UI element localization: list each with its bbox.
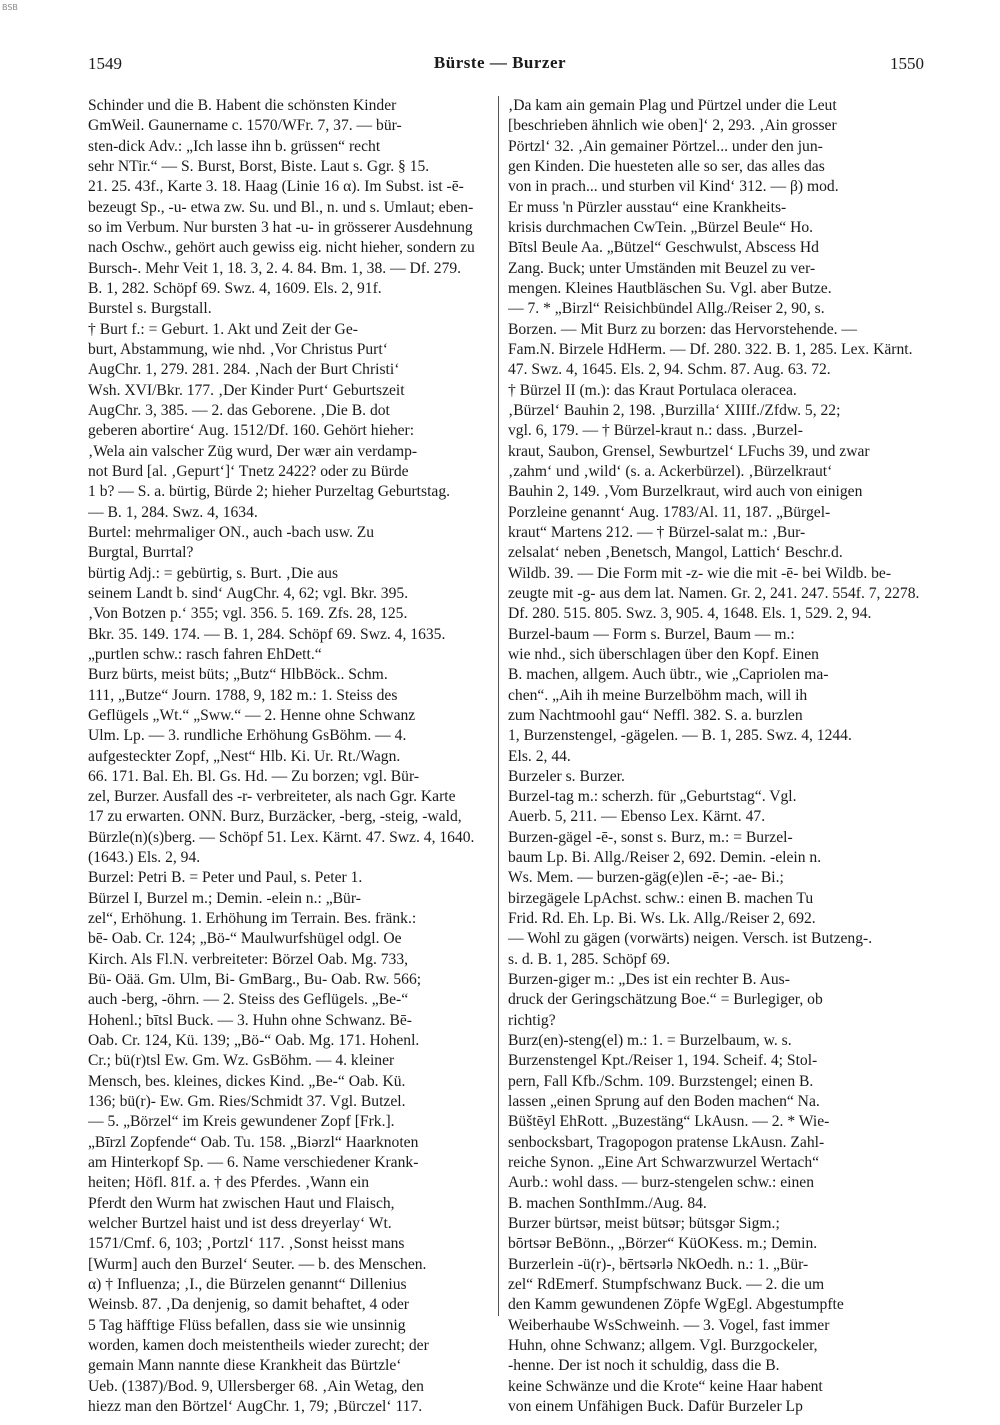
text-line: ‚Von Botzen p.‘ 355; vgl. 356. 5. 169. Zfs. 28, 125. — [88, 605, 408, 623]
text-line: 21. 25. 43f., Karte 3. 18. Haag (Linie 16 α). Im Subst. ist -ē- — [88, 178, 464, 196]
text-line: ‚zahm‘ und ‚wild‘ (s. a. Ackerbürzel). ‚Bürzelkraut‘ — [508, 462, 833, 480]
text-line: Burzer bürtsər, meist bütsər; bütsgər Sigm.; — [508, 1215, 780, 1233]
text-line: Aurb.: wohl dass. — burz-stengelen schw.: einen — [508, 1174, 815, 1192]
text-line: GmWeil. Gaunername c. 1570/WFr. 7, 37. — bür- — [88, 117, 402, 135]
text-line: Fam.N. Birzele HdHerm. — Df. 280. 322. B. 1, 285. Lex. Kärnt. — [508, 340, 913, 358]
text-line: krisis durchmachen CwTein. „Bürzel Beule“ Ho. — [508, 218, 814, 236]
text-line: kraut“ Martens 212. — † Bürzel-salat m.: ‚Bur- — [508, 523, 806, 541]
text-line: Zang. Buck; unter Umständen mit Beuzel zu ver- — [508, 259, 816, 277]
text-line: den Kamm gewundenen Zöpfe WgEgl. Abgestumpfte — [508, 1296, 844, 1314]
text-line: bezeugt Sp., -u- etwa zw. Su. und Bl., n. und s. Umlaut; eben- — [88, 198, 474, 216]
text-line: ‚Wela ain valscher Züg wurd, Der wær ain verdamp- — [88, 442, 418, 460]
text-line: Hohenl.; bītsl Buck. — 3. Huhn ohne Schwanz. Bē- — [88, 1011, 412, 1029]
text-line: zel, Burzer. Ausfall des -r- verbreiteter, als nach Ggr. Karte — [88, 788, 456, 806]
text-line: chen“. „Aih ih meine Burzelböhm mach, will ih — [508, 686, 808, 704]
text-line: zel“ RdEmerf. Stumpfschwanz Buck. — 2. die um — [508, 1276, 825, 1294]
text-line: Kirch. Als Fl.N. verbreiteter: Börzel Oab. Mg. 733, — [88, 950, 409, 968]
text-line: 1 b? — S. a. bürtig, Bürde 2; hieher Purzeltag Geburtstag. — [88, 483, 451, 501]
text-line: gemain Mann nannte diese Krankheit das Bürtzle‘ — [88, 1357, 402, 1375]
text-line: (1643.) Els. 2, 94. — [88, 849, 201, 867]
text-line: seinem Landt b. sind‘ AugChr. 4, 62; vgl. Bkr. 395. — [88, 584, 409, 602]
text-line: Schinder und die B. Habent die schönsten Kinder — [88, 97, 397, 114]
left-page-number: 1549 — [88, 54, 122, 73]
text-line: Burz bürts, meist büts; „Butz“ HlbBöck.. Schm. — [88, 666, 388, 684]
text-line: sehr NTir.“ — S. Burst, Borst, Biste. Laut s. Ggr. § 15. — [88, 157, 430, 175]
text-line: heiten; Höfl. 81f. a. † des Pferdes. ‚Wann ein — [88, 1174, 370, 1192]
text-line: Burstel s. Burgstall. — [88, 300, 212, 318]
text-line: von einem Unfähigen Buck. Dafür Burzeler Lp — [508, 1398, 803, 1415]
text-line: Burzenstengel Kpt./Reiser 1, 194. Scheif. 4; Stol- — [508, 1052, 818, 1070]
text-line: zelsalat‘ neben ‚Benetsch, Mangol, Lattich‘ Beschr.d. — [508, 544, 843, 562]
text-line: Burzen-gägel -ē-, sonst s. Burz, m.: = Burzel- — [508, 828, 793, 846]
text-line: Cr.; bü(r)tsl Ew. Gm. Wz. GsBöhm. — 4. kleiner — [88, 1052, 395, 1070]
text-line: B. machen, allgem. Auch übtr., wie „Capriolen ma- — [508, 666, 829, 684]
text-line: gen Kinden. Die huesteten alle so ser, das alles das — [508, 157, 825, 175]
text-line: bōrtsər BeBönn., „Börzer“ KüOKess. m.; Demin. — [508, 1235, 818, 1253]
text-line: burt, Abstammung, wie nhd. ‚Vor Christus Purt‘ — [88, 340, 388, 358]
text-line: AugChr. 1, 279. 281. 284. ‚Nach der Burt Christi‘ — [88, 361, 400, 379]
text-line: birzegägele LpAchst. schw.: einen B. machen Tu — [508, 889, 814, 907]
text-line: pern, Fall Kfb./Schm. 109. Burzstengel; einen B. — [508, 1072, 814, 1090]
text-line: 1571/Cmf. 6, 103; ‚Portzl‘ 117. ‚Sonst heisst mans — [88, 1235, 405, 1253]
text-line: 47. Swz. 4, 1645. Els. 2, 94. Schm. 87. Aug. 63. 72. — [508, 361, 831, 379]
text-line: [Wurm] auch den Burzel‘ Seuter. — b. des Menschen. — [88, 1255, 427, 1273]
text-line: vgl. 6, 179. — † Bürzel-kraut n.: dass. ‚Burzel- — [508, 422, 803, 440]
text-line: Geflügels „Wt.“ „Sww.“ — 2. Henne ohne Schwanz — [88, 706, 416, 724]
text-line: † Bürzel II (m.): das Kraut Portulaca oleracea. — [508, 381, 797, 399]
text-line: — Wohl zu gägen (vorwärts) neigen. Versch. ist Butzeng-. — [508, 930, 873, 948]
text-line: — 5. „Börzel“ im Kreis gewundener Zopf [Frk.]. — [88, 1113, 395, 1131]
text-line: Pferdt den Wurm hat zwischen Haut und Flaisch, — [88, 1194, 395, 1212]
text-line: zeugte mit -g- aus dem lat. Namen. Gr. 2, 241. 247. 554f. 7, 2278. — [508, 584, 920, 602]
text-line: Porzleine genannt‘ Aug. 1783/Al. 11, 187. „Bürgel- — [508, 503, 831, 521]
text-line: am Hinterkopf Sp. — 6. Name verschiedener Krank- — [88, 1154, 419, 1172]
text-line: Burgtal, Burrtal? — [88, 544, 194, 562]
text-line: worden, kamen doch meistentheils wieder zurecht; der — [88, 1337, 429, 1355]
text-line: Burzeler s. Burzer. — [508, 767, 625, 785]
text-line: Burzen-giger m.: „Des ist ein rechter B. Aus- — [508, 971, 790, 989]
text-line: Büštēyl EhRott. „Buzestäng“ LkAusn. — 2. * Wie- — [508, 1113, 830, 1131]
text-line: B. machen SonthImm./Aug. 84. — [508, 1194, 707, 1212]
text-line: Bursch-. Mehr Veit 1, 18. 3, 2. 4. 84. Bm. 1, 38. — Df. 279. — [88, 259, 462, 277]
text-line: Auerb. 5, 211. — Ebenso Lex. Kärnt. 47. — [508, 808, 766, 826]
text-line: bē- Oab. Cr. 124; „Bö-“ Maulwurfshügel odgl. Oe — [88, 930, 402, 948]
text-line: Weinsb. 87. ‚Da denjenig, so damit behaftet, 4 oder — [88, 1296, 409, 1314]
text-line: wie nhd., sich überschlagen über den Kopf. Einen — [508, 645, 819, 663]
text-line: 66. 171. Bal. Eh. Bl. Gs. Hd. — Zu borzen; vgl. Bür- — [88, 767, 420, 785]
text-line: nach Oschw., gehört auch gewiss eig. nicht hieher, sondern zu — [88, 239, 475, 257]
text-line: Bkr. 35. 149. 174. — B. 1, 284. Schöpf 69. Swz. 4, 1635. — [88, 625, 446, 643]
text-line: Frid. Rd. Eh. Lp. Bi. Ws. Lk. Allg./Reiser 2, 692. — [508, 910, 816, 928]
text-line: baum Lp. Bi. Allg./Reiser 2, 692. Demin. -elein n. — [508, 849, 822, 867]
right-page-number: 1550 — [890, 54, 924, 73]
text-line: 17 zu erwarten. ONN. Burz, Burzäcker, -berg, -steig, -wald, — [88, 808, 462, 826]
text-line: 111, „Butze“ Journ. 1788, 9, 182 m.: 1. Steiss des — [88, 686, 398, 704]
text-line: — B. 1, 284. Swz. 4, 1634. — [88, 503, 258, 521]
text-line: zel“, Erhöhung. 1. Erhöhung im Terrain. Bes. fränk.: — [88, 910, 417, 928]
text-line: lassen „einen Sprung auf den Boden machen“ Na. — [508, 1093, 820, 1111]
running-title: Bürste — Burzer — [433, 53, 567, 72]
text-line: — 7. * „Birzl“ Reisichbündel Allg./Reiser 2, 90, s. — [508, 300, 825, 318]
text-line: Mensch, bes. kleines, dickes Kind. „Be-“ Oab. Kü. — [88, 1072, 406, 1090]
text-line: † Burt f.: = Geburt. 1. Akt und Zeit der Ge- — [88, 320, 358, 338]
text-line: 5 Tag häfftige Flüss befallen, dass sie wie unsinnig — [88, 1316, 406, 1334]
text-line: „Bīrzl Zopfende“ Oab. Tu. 158. „Biərzl“ Haarknoten — [88, 1133, 419, 1151]
text-line: Els. 2, 44. — [508, 747, 571, 765]
text-line: Burzel: Petri B. = Peter und Paul, s. Peter 1. — [88, 869, 363, 887]
text-line: Burz(en)-steng(el) m.: 1. = Burzelbaum, w. s. — [508, 1032, 792, 1050]
text-line: Burzel-baum — Form s. Burzel, Baum — m.: — [508, 625, 795, 643]
text-line: Bītsl Beule Aa. „Bützel“ Geschwulst, Abscess Hd — [508, 239, 819, 257]
text-line: keine Schwänze und die Krote“ keine Haar habent — [508, 1377, 823, 1395]
column-divider — [498, 96, 499, 1316]
text-line: mengen. Kleines Hautbläschen Su. Vgl. aber Butze. — [508, 279, 832, 297]
text-line: Burtel: mehrmaliger ON., auch -bach usw. Zu — [88, 523, 375, 541]
text-line: bürtig Adj.: = gebürtig, s. Burt. ‚Die aus — [88, 564, 339, 582]
text-line: Bauhin 2, 149. ‚Vom Burzelkraut, wird auch von einigen — [508, 483, 863, 501]
text-line: Burzerlein -ü(r)-, bērtsərlə NkOedh. n.: 1. „Bür- — [508, 1255, 809, 1273]
text-line: Weiberhaube WsSchweinh. — 3. Vogel, fast immer — [508, 1316, 830, 1334]
text-line: aufgesteckter Zopf, „Nest“ Hlb. Ki. Ur. Rt./Wagn. — [88, 747, 401, 765]
text-line: zum Nachtmoohl gau“ Neffl. 382. S. a. burzlen — [508, 706, 803, 724]
text-line: Df. 280. 515. 805. Swz. 3, 905. 4, 1648. Els. 1, 529. 2, 94. — [508, 605, 872, 623]
text-line: sten-dick Adv.: „Ich lasse ihn b. grüssen“ recht — [88, 137, 381, 155]
text-line: ‚Bürzel‘ Bauhin 2, 198. ‚Burzilla‘ XIIIf./Zfdw. 5, 22; — [508, 401, 841, 419]
text-line: 136; bü(r)- Ew. Gm. Ries/Schmidt 37. Vgl. Butzel. — [88, 1093, 406, 1111]
text-line: Ws. Mem. — burzen-gäg(e)len -ē-; -ae- Bi.; — [508, 869, 784, 887]
text-line: ‚Da kam ain gemain Plag und Pürtzel under die Leut — [508, 97, 837, 114]
text-line: reiche Synon. „Eine Art Schwarzwurzel Wertach“ — [508, 1154, 820, 1172]
text-line: „purtlen schw.: rasch fahren EhDett.“ — [88, 645, 322, 663]
text-line: von in prach... und sturben vil Kind‘ 312. — β) mod. — [508, 178, 839, 196]
text-line: kraut, Saubon, Grensel, Sewburtzel‘ LFuchs 39, und zwar — [508, 442, 870, 460]
text-line: Ueb. (1387)/Bod. 9, Ullersberger 68. ‚Ain Wetag, den — [88, 1377, 424, 1395]
text-line: richtig? — [508, 1011, 556, 1029]
text-line: Huhn, ohne Schwanz; allgem. Vgl. Burzgockeler, — [508, 1337, 818, 1355]
text-line: geberen abortire‘ Aug. 1512/Df. 160. Gehört hieher: — [88, 422, 415, 440]
text-line: 1, Burzenstengel, -gägelen. — B. 1, 285. Swz. 4, 1244. — [508, 727, 852, 745]
text-line: welcher Burtzel haist und ist dess dreyerlay‘ Wt. — [88, 1215, 392, 1233]
text-line: hiezz man den Börtzel‘ AugChr. 1, 79; ‚Bürczel‘ 117. — [88, 1398, 423, 1415]
left-column — [88, 96, 489, 1417]
text-line: [beschrieben ähnlich wie oben]‘ 2, 293. ‚Ain grosser — [508, 117, 837, 135]
text-line: -henne. Der ist noch it schuldig, dass die B. — [508, 1357, 780, 1375]
text-line: Pörtzl‘ 32. ‚Ain gemainer Pörtzel... under den jun- — [508, 137, 823, 155]
text-line: Wsh. XVI/Bkr. 177. ‚Der Kinder Purt‘ Geburtszeit — [88, 381, 405, 399]
library-stamp: BSB — [2, 3, 18, 12]
text-line: auch -berg, -öhrn. — 2. Steiss des Geflügels. „Be-“ — [88, 991, 409, 1009]
text-line: Bürzel I, Burzel m.; Demin. -elein n.: „Bür- — [88, 889, 361, 907]
text-line: senbocksbart, Tragopogon pratense LkAusn. Zahl- — [508, 1133, 825, 1151]
text-line: Oab. Cr. 124, Kü. 139; „Bö-“ Oab. Mg. 171. Hohenl. — [88, 1032, 420, 1050]
text-line: Borzen. — Mit Burz zu borzen: das Hervorstehende. — — [508, 320, 858, 338]
text-line: Er muss 'n Pürzler ausstau“ eine Krankheits- — [508, 198, 787, 216]
text-line: Bü- Oää. Gm. Ulm, Bi- GmBarg., Bu- Oab. Rw. 566; — [88, 971, 422, 989]
text-line: AugChr. 3, 385. — 2. das Geborene. ‚Die B. dot — [88, 401, 390, 419]
text-line: so im Verbum. Nur bursten 3 hat -u- in grösserer Ausdehnung — [88, 218, 473, 236]
text-line: Wildb. 39. — Die Form mit -z- wie die mit -ē- bei Wildb. be- — [508, 564, 892, 582]
text-line: α) † Influenza; ‚I., die Bürzelen genannt“ Dillenius — [88, 1276, 407, 1294]
text-line: Bürzle(n)(s)berg. — Schöpf 51. Lex. Kärnt. 47. Swz. 4, 1640. — [88, 828, 475, 846]
text-line: Ulm. Lp. — 3. rundliche Erhöhung GsBöhm. — 4. — [88, 727, 407, 745]
text-line: not Burd [al. ‚Gepurt‘]‘ Tnetz 2422? oder zu Bürde — [88, 462, 409, 480]
text-line: Burzel-tag m.: scherzh. für „Geburtstag“. Vgl. — [508, 788, 797, 806]
text-line: druck der Geringschätzung Boe.“ = Burlegiger, ob — [508, 991, 823, 1009]
text-line: s. d. B. 1, 285. Schöpf 69. — [508, 950, 671, 968]
right-column — [508, 96, 921, 1417]
text-line: B. 1, 282. Schöpf 69. Swz. 4, 1609. Els. 2, 91f. — [88, 279, 382, 297]
